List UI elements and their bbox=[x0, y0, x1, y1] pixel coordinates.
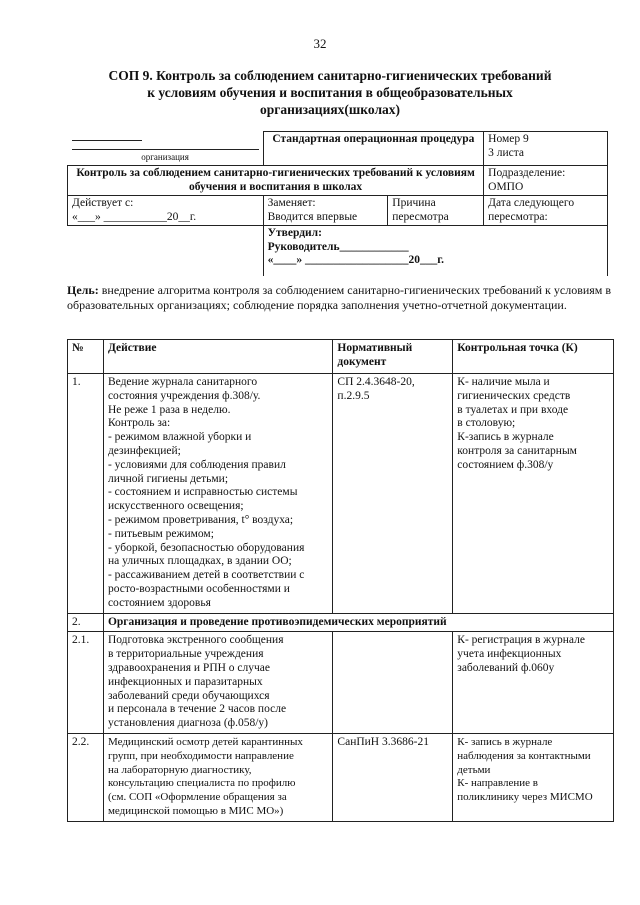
next-review-cell bbox=[484, 196, 608, 226]
next-review-value: пересмотра: bbox=[488, 210, 548, 223]
control-line: гигиенических средств bbox=[457, 389, 571, 402]
action-line: - режимом проветривания, t° воздуха; bbox=[107, 513, 294, 526]
row-control bbox=[453, 733, 614, 821]
action-line: Подготовка экстренного сообщения bbox=[107, 634, 284, 647]
col-header-doc: Нормативный документ bbox=[333, 340, 453, 374]
action-line: - режимом влажной уборки и bbox=[107, 431, 252, 444]
document-title bbox=[60, 67, 600, 118]
row-control bbox=[453, 632, 614, 734]
action-line: - рассаживанием детей в соответствии с bbox=[107, 569, 305, 582]
valid-from-value: «___» ___________20__г. bbox=[72, 210, 197, 223]
org-label: организация bbox=[72, 149, 259, 165]
action-line: инфекционных и паразитарных bbox=[107, 675, 263, 688]
control-line: К- направление в bbox=[457, 777, 538, 790]
reason-cell bbox=[388, 196, 484, 226]
action-line: групп, при необходимости направление bbox=[107, 749, 294, 762]
row-doc bbox=[333, 632, 453, 734]
goal-label: Цель: bbox=[67, 283, 99, 297]
action-line: в территориальные учреждения bbox=[107, 648, 264, 661]
doc-line: п.2.9.5 bbox=[337, 389, 370, 402]
row-action bbox=[103, 733, 332, 821]
sop-sheets: 3 листа bbox=[488, 146, 525, 159]
table-section-row bbox=[68, 613, 614, 632]
row-doc bbox=[333, 374, 453, 614]
control-line: состоянием ф.308/у bbox=[457, 458, 554, 471]
action-line: на уличных площадках, в здании ОО; bbox=[107, 555, 292, 568]
action-line: Ведение журнала санитарного bbox=[107, 376, 258, 388]
action-line: установления диагноза (ф.058/у) bbox=[107, 717, 269, 730]
action-line: (см. СОП «Оформление обращения за bbox=[107, 791, 287, 804]
row-doc bbox=[333, 733, 453, 821]
sop-subject: Контроль за соблюдением санитарно-гигиенических требований к условиям обучения и воспитания в школах bbox=[68, 166, 484, 196]
action-line: - состоянием и исправностью системы bbox=[107, 486, 298, 499]
title-line-1: СОП 9. Контроль за соблюдением санитарно-гигиенических требований bbox=[108, 68, 552, 83]
control-line: поликлинику через МИСМО bbox=[457, 791, 593, 804]
action-line: - питьевым режимом; bbox=[107, 527, 214, 540]
sop-number: Номер 9 bbox=[488, 133, 529, 145]
org-cell bbox=[68, 132, 264, 166]
control-line: детьми bbox=[457, 763, 491, 776]
page-number: 32 bbox=[313, 36, 327, 51]
action-line: - условиями для соблюдения правил bbox=[107, 458, 286, 471]
control-line: в туалетах и при входе bbox=[457, 403, 569, 416]
goal-paragraph bbox=[67, 283, 612, 312]
replaces-cell bbox=[263, 196, 388, 226]
action-line: росто-возрастными особенностями и bbox=[107, 582, 290, 595]
action-line: состоянием здоровья bbox=[107, 596, 211, 609]
row-action bbox=[103, 374, 332, 614]
row-control bbox=[453, 374, 614, 614]
department-cell bbox=[484, 166, 608, 196]
approved-date: «____» __________________20___г. bbox=[267, 254, 445, 266]
section-title: Организация и проведение противоэпидемических мероприятий bbox=[103, 613, 613, 632]
action-line: Медицинский осмотр детей карантинных bbox=[107, 735, 303, 748]
control-line: К- наличие мыла и bbox=[457, 376, 550, 388]
approved-label: Утвердил: bbox=[267, 227, 322, 239]
actions-table bbox=[67, 339, 614, 822]
department-value: ОМПО bbox=[488, 180, 524, 193]
control-line: К- регистрация в журнале bbox=[457, 634, 585, 647]
title-line-2: к условиям обучения и воспитания в общеобразовательных bbox=[147, 85, 513, 100]
table-row bbox=[68, 632, 614, 734]
table-header-row bbox=[68, 340, 614, 374]
action-line: искусственного освещения; bbox=[107, 500, 244, 513]
action-line: - уборкой, безопасностью оборудования bbox=[107, 541, 305, 554]
valid-from-label: Действует с: bbox=[72, 197, 134, 209]
approval-cell bbox=[263, 226, 607, 276]
control-line: учета инфекционных bbox=[457, 648, 562, 661]
valid-from-cell bbox=[68, 196, 264, 226]
control-line: контроля за санитарным bbox=[457, 444, 577, 457]
col-header-action: Действие bbox=[103, 340, 332, 374]
action-line: на лабораторную диагностику, bbox=[107, 763, 252, 776]
action-line: здравоохранения и РПН о случае bbox=[107, 661, 271, 674]
head-signature: Руководитель____________ bbox=[267, 240, 409, 253]
action-line: и персонала в течение 2 часов после bbox=[107, 703, 287, 716]
row-num: 2.2. bbox=[68, 733, 104, 821]
action-line: личной гигиены детьми; bbox=[107, 472, 229, 485]
goal-text: внедрение алгоритма контроля за соблюдением санитарно-гигиенических требований к условиям в образовательных организациях; соблюдение порядка заполнения учетно-отчетной документации. bbox=[67, 283, 612, 312]
next-review-label: Дата следующего bbox=[488, 197, 575, 209]
row-num: 2.1. bbox=[68, 632, 104, 734]
control-line: наблюдения за контактными bbox=[457, 749, 591, 762]
sop-header-table bbox=[67, 131, 608, 276]
reason-label: Причина bbox=[392, 197, 436, 209]
sop-type: Стандартная операционная процедура bbox=[263, 132, 484, 166]
doc-line: СанПиН 3.3686-21 bbox=[337, 735, 429, 748]
col-header-control: Контрольная точка (К) bbox=[453, 340, 614, 374]
department-label: Подразделение: bbox=[488, 167, 566, 179]
action-line: медицинской помощью в МИС МО») bbox=[107, 804, 284, 817]
control-line: заболеваний ф.060у bbox=[457, 661, 555, 674]
action-line: состояния учреждения ф.308/у. bbox=[107, 389, 261, 402]
replaces-label: Заменяет: bbox=[267, 197, 316, 209]
row-num: 2. bbox=[68, 613, 104, 632]
action-line: Не реже 1 раза в неделю. bbox=[107, 403, 231, 416]
replaces-value: Вводится впервые bbox=[267, 210, 358, 223]
col-header-num: № bbox=[68, 340, 104, 374]
title-line-3: организациях(школах) bbox=[259, 102, 401, 117]
control-line: К- запись в журнале bbox=[457, 735, 553, 748]
action-line: дезинфекцией; bbox=[107, 444, 181, 457]
table-row bbox=[68, 374, 614, 614]
reason-value: пересмотра bbox=[392, 210, 449, 223]
table-row bbox=[68, 733, 614, 821]
doc-line: СП 2.4.3648-20, bbox=[337, 376, 415, 388]
control-line: в столовую; bbox=[457, 417, 516, 430]
row-num: 1. bbox=[68, 374, 104, 614]
action-line: Контроль за: bbox=[107, 417, 171, 430]
row-action bbox=[103, 632, 332, 734]
number-cell bbox=[484, 132, 608, 166]
control-line: К-запись в журнале bbox=[457, 431, 554, 444]
action-line: заболеваний среди обучающихся bbox=[107, 689, 270, 702]
action-line: консультацию специалиста по профилю bbox=[107, 777, 296, 790]
